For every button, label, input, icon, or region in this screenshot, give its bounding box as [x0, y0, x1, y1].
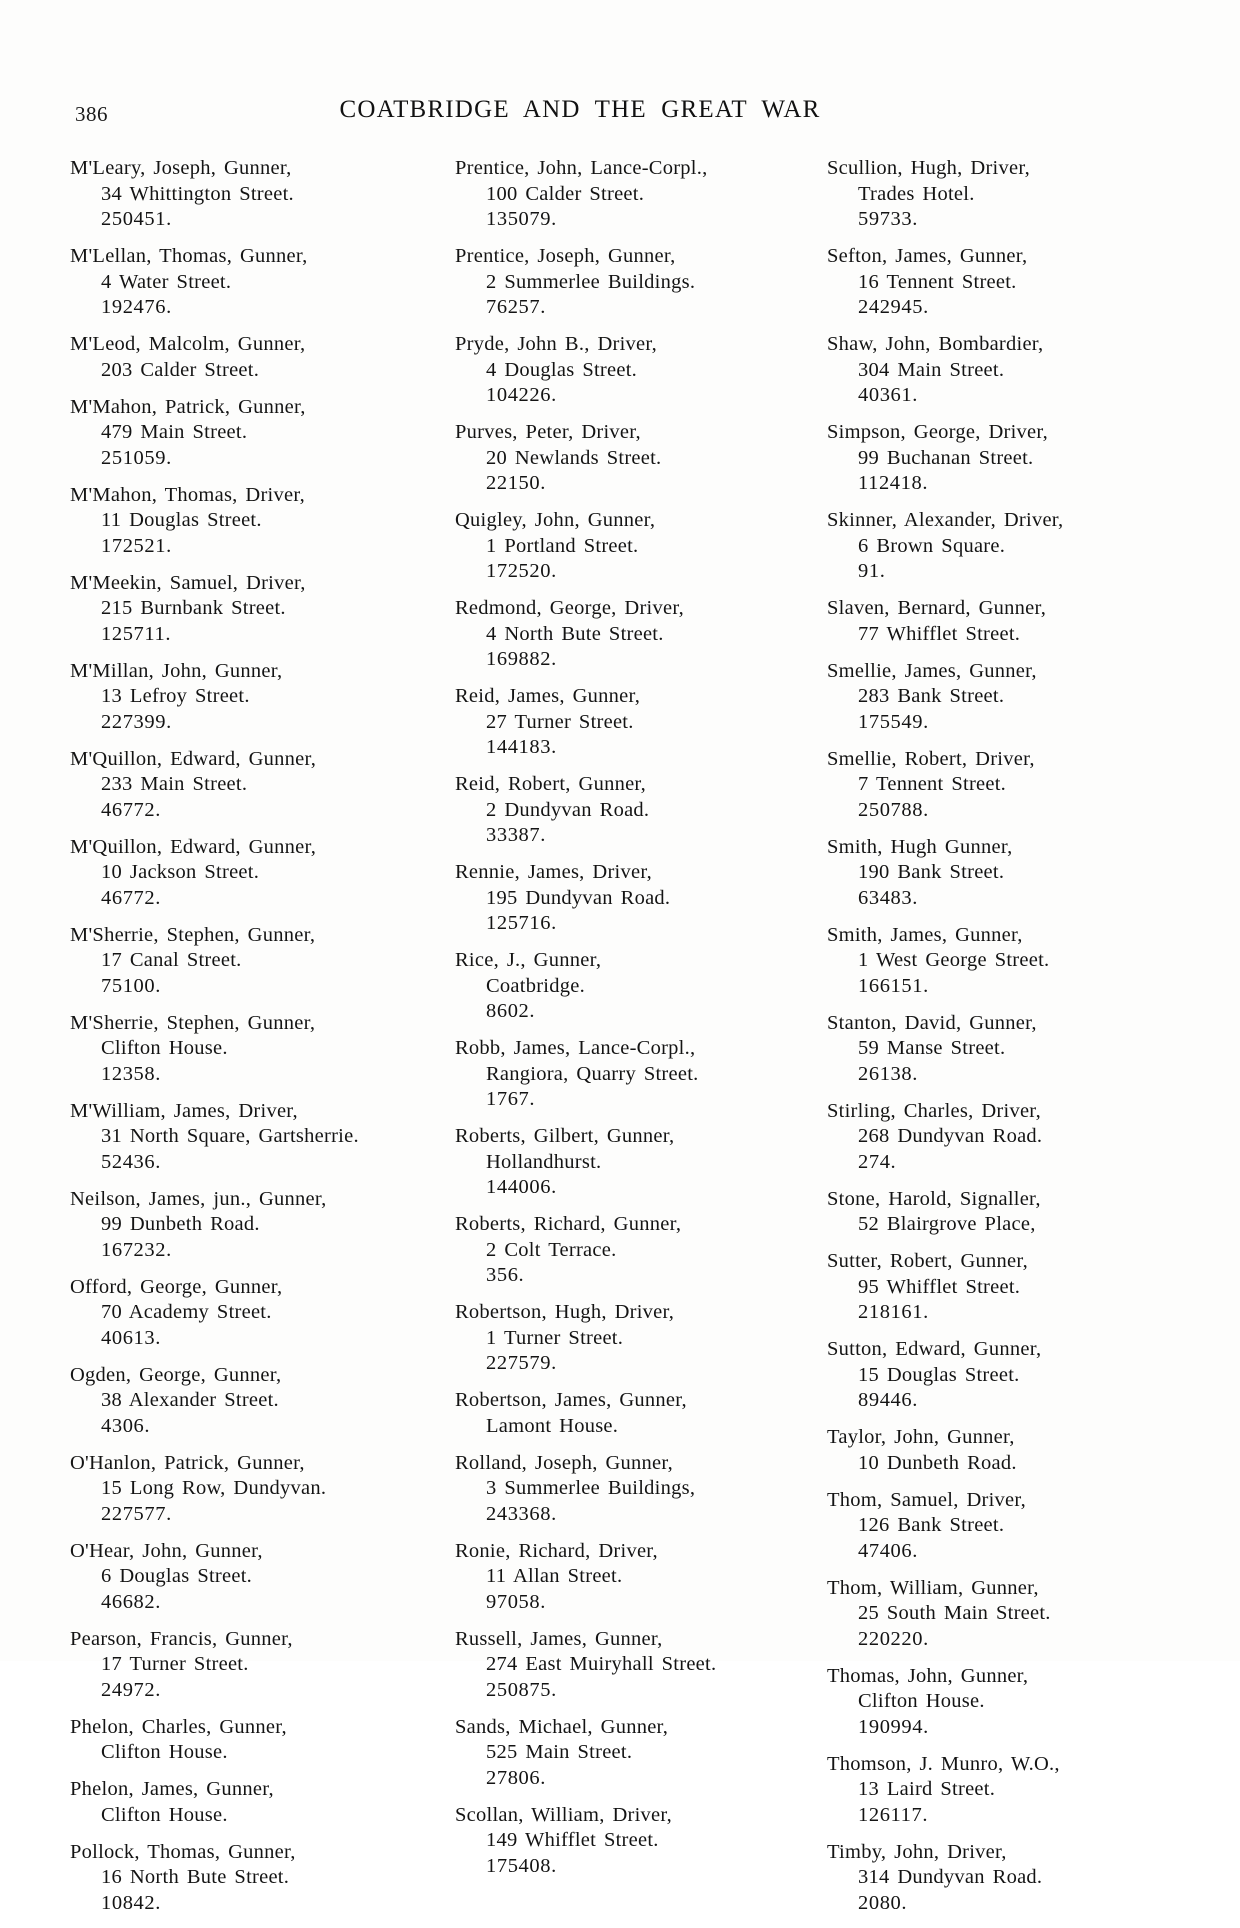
entry-name: Rolland, Joseph, Gunner,: [455, 1451, 674, 1474]
page-title: COATBRIDGE AND THE GREAT WAR: [339, 96, 821, 123]
entry-name: Stone, Harold, Signaller,: [827, 1187, 1041, 1210]
roll-entry: [827, 1576, 1175, 1653]
roll-entry: [70, 1539, 455, 1616]
roll-entry: [827, 747, 1175, 824]
entry-name: M'Quillon, Edward, Gunner,: [70, 747, 317, 770]
entry-name: Rice, J., Gunner,: [455, 949, 602, 971]
entry-address: 1 Turner Street.: [486, 1326, 624, 1349]
entry-service-number: 89446.: [858, 1389, 918, 1411]
entry-service-number: 40613.: [101, 1326, 161, 1349]
entry-service-number: 227399.: [101, 710, 172, 733]
entry-service-number: 104226.: [486, 384, 557, 406]
entry-name: Shaw, John, Bombardier,: [827, 333, 1044, 355]
entry-name: Roberts, Richard, Gunner,: [455, 1213, 682, 1235]
entry-name: Reid, Robert, Gunner,: [455, 773, 647, 795]
entry-name: Ogden, George, Gunner,: [70, 1363, 282, 1386]
roll-entry: [455, 244, 827, 321]
entry-address: 6 Brown Square.: [858, 534, 1006, 557]
roll-entry: [70, 244, 455, 321]
entry-service-number: 40361.: [858, 384, 918, 406]
entry-address: 16 Tennent Street.: [858, 270, 1017, 293]
roll-entry: [827, 1840, 1175, 1917]
entry-address: Clifton House.: [101, 1741, 228, 1763]
entry-service-number: 63483.: [858, 886, 918, 909]
entry-name: Russell, James, Gunner,: [455, 1627, 663, 1650]
entry-address: 15 Long Row, Dundyvan.: [101, 1477, 327, 1499]
entry-service-number: 227577.: [101, 1502, 172, 1525]
roll-entry: [70, 1187, 455, 1264]
roll-entry: [827, 508, 1175, 585]
entry-name: Phelon, Charles, Gunner,: [70, 1715, 287, 1738]
entry-service-number: 218161.: [858, 1301, 929, 1323]
roll-entry: [455, 1388, 827, 1439]
entry-service-number: 26138.: [858, 1062, 918, 1085]
entry-service-number: 75100.: [101, 974, 161, 997]
entry-service-number: 190994.: [858, 1715, 929, 1738]
entry-address: 11 Allan Street.: [486, 1565, 623, 1587]
entry-name: O'Hear, John, Gunner,: [70, 1539, 263, 1562]
entry-name: Scollan, William, Driver,: [455, 1803, 673, 1826]
roll-column-3: [827, 156, 1175, 1928]
entry-name: Roberts, Gilbert, Gunner,: [455, 1125, 675, 1147]
roll-entry: [455, 1627, 827, 1704]
entry-address: 34 Whittington Street.: [101, 182, 294, 205]
entry-name: Simpson, George, Driver,: [827, 421, 1049, 443]
entry-service-number: 250451.: [101, 208, 172, 230]
roll-entry: [70, 1451, 455, 1528]
entry-name: Skinner, Alexander, Driver,: [827, 509, 1064, 531]
entry-address: 525 Main Street.: [486, 1741, 633, 1763]
roll-entry: [70, 923, 455, 1000]
entry-service-number: 242945.: [858, 296, 929, 318]
roll-entry: [455, 508, 827, 585]
entry-name: Pollock, Thomas, Gunner,: [70, 1840, 296, 1863]
page-number: 386: [75, 102, 108, 126]
entry-service-number: 356.: [486, 1264, 525, 1286]
entry-address: 95 Whifflet Street.: [858, 1275, 1021, 1298]
entry-address: 314 Dundyvan Road.: [858, 1866, 1043, 1888]
entry-name: M'Leod, Malcolm, Gunner,: [70, 333, 306, 355]
entry-name: Rennie, James, Driver,: [455, 861, 652, 883]
entry-address: 13 Laird Street.: [858, 1778, 996, 1800]
entry-address: 77 Whifflet Street.: [858, 622, 1021, 645]
entry-address: 15 Douglas Street.: [858, 1363, 1020, 1386]
entry-address: 203 Calder Street.: [101, 358, 260, 381]
entry-service-number: 192476.: [101, 296, 172, 318]
entry-service-number: 1767.: [486, 1088, 536, 1110]
roll-entry: [70, 332, 455, 383]
roll-entry: [455, 1715, 827, 1792]
entry-address: Rangiora, Quarry Street.: [486, 1062, 699, 1085]
entry-name: Pryde, John B., Driver,: [455, 333, 658, 355]
entry-service-number: 10842.: [101, 1891, 161, 1914]
entry-address: Hollandhurst.: [486, 1150, 602, 1173]
entry-address: 16 North Bute Street.: [101, 1866, 290, 1888]
roll-entry: [70, 395, 455, 472]
entry-service-number: 135079.: [486, 208, 557, 230]
entry-address: 268 Dundyvan Road.: [858, 1125, 1043, 1147]
roll-entry: [455, 1451, 827, 1528]
roll-entry: [827, 1488, 1175, 1565]
roll-columns: [70, 156, 1175, 1928]
entry-service-number: 2080.: [858, 1891, 908, 1914]
entry-service-number: 125716.: [486, 912, 557, 934]
entry-service-number: 144183.: [486, 736, 557, 758]
entry-address: 4 Douglas Street.: [486, 358, 638, 381]
entry-name: Offord, George, Gunner,: [70, 1275, 283, 1298]
roll-entry: [455, 772, 827, 849]
roll-entry: [827, 156, 1175, 233]
entry-service-number: 27806.: [486, 1766, 546, 1789]
roll-entry: [827, 1011, 1175, 1088]
entry-address: 59 Manse Street.: [858, 1037, 1006, 1059]
roll-entry: [455, 684, 827, 761]
entry-address: 283 Bank Street.: [858, 685, 1005, 707]
entry-name: O'Hanlon, Patrick, Gunner,: [70, 1451, 305, 1474]
entry-address: 27 Turner Street.: [486, 710, 634, 733]
entry-name: Stanton, David, Gunner,: [827, 1011, 1037, 1034]
entry-service-number: 274.: [858, 1150, 897, 1173]
entry-name: Thomas, John, Gunner,: [827, 1664, 1029, 1687]
roll-entry: [70, 835, 455, 912]
roll-entry: [455, 420, 827, 497]
entry-name: Taylor, John, Gunner,: [827, 1426, 1015, 1448]
entry-name: Thom, William, Gunner,: [827, 1576, 1039, 1599]
entry-name: M'Sherrie, Stephen, Gunner,: [70, 923, 316, 946]
roll-entry: [827, 1425, 1175, 1476]
entry-name: Phelon, James, Gunner,: [70, 1778, 274, 1800]
entry-address: Lamont House.: [486, 1414, 619, 1437]
entry-service-number: 22150.: [486, 472, 546, 494]
entry-address: 2 Colt Terrace.: [486, 1238, 617, 1261]
entry-service-number: 172521.: [101, 534, 172, 557]
entry-address: Trades Hotel.: [858, 182, 975, 205]
entry-service-number: 125711.: [101, 622, 172, 645]
entry-name: Smellie, Robert, Driver,: [827, 747, 1035, 770]
entry-name: Sutton, Edward, Gunner,: [827, 1338, 1042, 1360]
entry-name: Prentice, Joseph, Gunner,: [455, 245, 676, 267]
roll-entry: [455, 1212, 827, 1289]
entry-service-number: 166151.: [858, 974, 929, 997]
entry-name: Stirling, Charles, Driver,: [827, 1099, 1041, 1122]
entry-name: Ronie, Richard, Driver,: [455, 1539, 658, 1562]
entry-service-number: 97058.: [486, 1590, 546, 1613]
entry-service-number: 250788.: [858, 798, 929, 821]
roll-entry: [455, 1036, 827, 1113]
entry-name: Timby, John, Driver,: [827, 1840, 1007, 1863]
entry-name: Slaven, Bernard, Gunner,: [827, 597, 1047, 619]
entry-service-number: 169882.: [486, 648, 557, 670]
entry-service-number: 4306.: [101, 1414, 151, 1437]
entry-service-number: 227579.: [486, 1352, 557, 1374]
roll-entry: [70, 483, 455, 560]
entry-address: 215 Burnbank Street.: [101, 597, 286, 619]
entry-address: 233 Main Street.: [101, 773, 248, 795]
entry-address: 190 Bank Street.: [858, 861, 1005, 883]
entry-service-number: 172520.: [486, 560, 557, 582]
roll-entry: [70, 659, 455, 736]
roll-entry: [827, 1099, 1175, 1176]
entry-name: Sutter, Robert, Gunner,: [827, 1250, 1028, 1272]
roll-entry: [827, 596, 1175, 647]
entry-address: 10 Dunbeth Road.: [858, 1451, 1017, 1474]
entry-service-number: 167232.: [101, 1238, 172, 1261]
entry-name: Sefton, James, Gunner,: [827, 245, 1028, 267]
entry-address: Clifton House.: [101, 1037, 228, 1059]
roll-entry: [70, 747, 455, 824]
roll-entry: [827, 1337, 1175, 1414]
entry-address: 38 Alexander Street.: [101, 1389, 279, 1411]
entry-name: Reid, James, Gunner,: [455, 685, 641, 707]
entry-service-number: 46772.: [101, 798, 161, 821]
entry-name: Robb, James, Lance-Corpl.,: [455, 1037, 696, 1059]
running-head: [70, 96, 1170, 130]
entry-address: 2 Summerlee Buildings.: [486, 270, 696, 293]
entry-service-number: 250875.: [486, 1678, 557, 1701]
roll-entry: [455, 156, 827, 233]
entry-address: 31 North Square, Gartsherrie.: [101, 1125, 359, 1147]
entry-service-number: 126117.: [858, 1803, 929, 1826]
entry-service-number: 91.: [858, 560, 886, 582]
entry-name: Scullion, Hugh, Driver,: [827, 157, 1030, 179]
entry-service-number: 8602.: [486, 1000, 536, 1022]
roll-entry: [455, 1539, 827, 1616]
entry-name: M'Lellan, Thomas, Gunner,: [70, 245, 308, 267]
entry-service-number: 46772.: [101, 886, 161, 909]
entry-name: Sands, Michael, Gunner,: [455, 1715, 669, 1738]
entry-address: 99 Buchanan Street.: [858, 446, 1034, 469]
roll-entry: [70, 156, 455, 233]
roll-entry: [827, 659, 1175, 736]
entry-address: 11 Douglas Street.: [101, 509, 262, 531]
entry-address: 2 Dundyvan Road.: [486, 798, 650, 821]
entry-service-number: 33387.: [486, 824, 546, 846]
entry-address: 70 Academy Street.: [101, 1301, 272, 1323]
entry-address: 10 Jackson Street.: [101, 861, 260, 883]
entry-address: 126 Bank Street.: [858, 1514, 1005, 1536]
entry-address: 17 Turner Street.: [101, 1653, 249, 1675]
entry-name: M'Mahon, Thomas, Driver,: [70, 483, 305, 506]
entry-name: M'Meekin, Samuel, Driver,: [70, 571, 306, 594]
entry-service-number: 243368.: [486, 1502, 557, 1525]
entry-service-number: 251059.: [101, 446, 172, 469]
entry-name: M'Mahon, Patrick, Gunner,: [70, 395, 306, 418]
roll-entry: [455, 948, 827, 1025]
entry-service-number: 220220.: [858, 1627, 929, 1650]
entry-name: Thomson, J. Munro, W.O.,: [827, 1752, 1060, 1775]
entry-name: Robertson, James, Gunner,: [455, 1389, 687, 1411]
roll-entry: [70, 1840, 455, 1917]
entry-name: Robertson, Hugh, Driver,: [455, 1301, 675, 1323]
roll-column-2: [455, 156, 827, 1891]
entry-address: 6 Douglas Street.: [101, 1565, 253, 1587]
entry-address: 4 Water Street.: [101, 270, 232, 293]
roll-entry: [455, 596, 827, 673]
roll-entry: [70, 1275, 455, 1352]
entry-name: M'Leary, Joseph, Gunner,: [70, 157, 292, 179]
entry-address: Coatbridge.: [486, 974, 585, 997]
roll-entry: [827, 332, 1175, 409]
roll-entry: [70, 1011, 455, 1088]
entry-address: 274 East Muiryhall Street.: [486, 1653, 717, 1675]
entry-address: Clifton House.: [101, 1803, 228, 1826]
entry-address: 195 Dundyvan Road.: [486, 886, 671, 909]
entry-address: 100 Calder Street.: [486, 182, 645, 205]
entry-name: Smith, Hugh Gunner,: [827, 835, 1013, 858]
entry-name: Pearson, Francis, Gunner,: [70, 1627, 293, 1650]
entry-name: M'William, James, Driver,: [70, 1099, 298, 1122]
entry-address: 17 Canal Street.: [101, 949, 242, 971]
roll-entry: [827, 420, 1175, 497]
entry-address: 1 Portland Street.: [486, 534, 639, 557]
roll-entry: [70, 1715, 455, 1766]
entry-service-number: 175549.: [858, 710, 929, 733]
entry-name: Smith, James, Gunner,: [827, 923, 1023, 946]
entry-service-number: 12358.: [101, 1062, 161, 1085]
entry-address: 25 South Main Street.: [858, 1602, 1051, 1624]
roll-entry: [827, 244, 1175, 321]
entry-name: Redmond, George, Driver,: [455, 597, 684, 619]
entry-address: 304 Main Street.: [858, 358, 1005, 381]
roll-column-1: [70, 156, 455, 1928]
entry-name: Neilson, James, jun., Gunner,: [70, 1187, 327, 1210]
entry-service-number: 59733.: [858, 208, 918, 230]
entry-address: 13 Lefroy Street.: [101, 685, 250, 707]
entry-service-number: 175408.: [486, 1854, 557, 1877]
roll-entry: [70, 1099, 455, 1176]
entry-name: M'Millan, John, Gunner,: [70, 659, 283, 682]
roll-entry: [70, 571, 455, 648]
entry-address: 99 Dunbeth Road.: [101, 1213, 260, 1235]
entry-service-number: 144006.: [486, 1176, 557, 1198]
roll-entry: [70, 1627, 455, 1704]
entry-address: 149 Whifflet Street.: [486, 1829, 659, 1851]
entry-address: 20 Newlands Street.: [486, 446, 662, 469]
entry-name: Quigley, John, Gunner,: [455, 509, 656, 531]
entry-name: M'Quillon, Edward, Gunner,: [70, 835, 317, 858]
roll-entry: [827, 1187, 1175, 1238]
entry-address: 7 Tennent Street.: [858, 773, 1007, 795]
entry-address: 1 West George Street.: [858, 949, 1050, 971]
entry-service-number: 47406.: [858, 1539, 918, 1562]
roll-entry: [827, 1249, 1175, 1326]
roll-entry: [70, 1777, 455, 1828]
entry-name: Purves, Peter, Driver,: [455, 421, 641, 443]
roll-entry: [827, 1664, 1175, 1741]
entry-service-number: 112418.: [858, 472, 929, 494]
entry-address: 52 Blairgrove Place,: [858, 1213, 1036, 1235]
roll-entry: [455, 332, 827, 409]
roll-entry: [455, 1124, 827, 1201]
entry-address: 3 Summerlee Buildings,: [486, 1477, 696, 1499]
roll-entry: [827, 1752, 1175, 1829]
entry-service-number: 52436.: [101, 1150, 161, 1173]
entry-service-number: 24972.: [101, 1678, 161, 1701]
roll-entry: [827, 923, 1175, 1000]
entry-service-number: 76257.: [486, 296, 546, 318]
roll-entry: [455, 1300, 827, 1377]
roll-entry: [455, 1803, 827, 1880]
entry-name: Thom, Samuel, Driver,: [827, 1488, 1027, 1511]
entry-address: 4 North Bute Street.: [486, 622, 664, 645]
roll-entry: [827, 835, 1175, 912]
entry-address: Clifton House.: [858, 1690, 985, 1712]
roll-entry: [70, 1363, 455, 1440]
entry-name: Prentice, John, Lance-Corpl.,: [455, 157, 708, 179]
entry-name: M'Sherrie, Stephen, Gunner,: [70, 1011, 316, 1034]
entry-service-number: 46682.: [101, 1590, 161, 1613]
entry-name: Smellie, James, Gunner,: [827, 659, 1037, 682]
entry-address: 479 Main Street.: [101, 421, 248, 443]
roll-entry: [455, 860, 827, 937]
